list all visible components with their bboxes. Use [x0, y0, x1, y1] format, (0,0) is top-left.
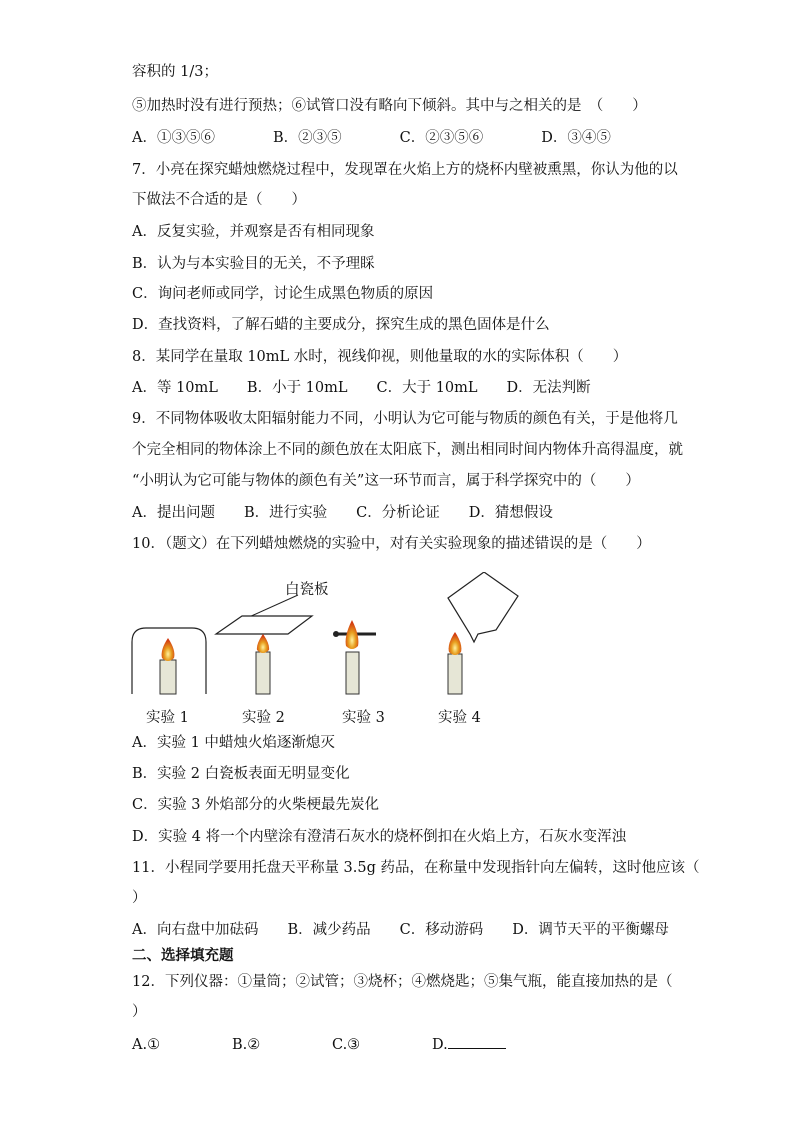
q10-option-b: B．实验 2 白瓷板表面无明显变化 [132, 766, 350, 782]
q7-option-b: B．认为与本实验目的无关，不予理睬 [132, 256, 375, 272]
q11-options: A．向右盘中加砝码 B．减少药品 C．移动游码 D．调节天平的平衡螺母 [132, 922, 669, 938]
q8-stem: 8．某同学在量取 10mL 水时，视线仰视，则他量取的水的实际体积（ ） [132, 349, 628, 365]
q9-stem-cont: 个完全相同的物体涂上不同的颜色放在太阳底下，测出相同时间内物体升高得温度，就 [132, 442, 683, 458]
q7-option-c: C．询问老师或同学，讨论生成黑色物质的原因 [132, 286, 434, 302]
q9-options: A．提出问题 B．进行实验 C．分析论证 D．猜想假设 [132, 505, 553, 521]
q10-stem: 10．（题文）在下列蜡烛燃烧的实验中，对有关实验现象的描述错误的是（ ） [132, 536, 651, 552]
q7-stem-cont: 下做法不合适的是（ ） [132, 192, 306, 208]
experiment-1-apparatus [132, 628, 206, 694]
q10-option-c: C．实验 3 外焰部分的火柴梗最先炭化 [132, 797, 380, 813]
q11-stem: 11．小程同学要用托盘天平称量 3.5g 药品，在称量中发现指针向左偏转，这时他应该（ [132, 860, 700, 876]
flame [162, 638, 175, 661]
q12-stem: 12．下列仪器：①量筒；②试管；③烧杯；④燃烧匙；⑤集气瓶，能直接加热的是（ [132, 974, 673, 990]
flame [449, 632, 462, 655]
plate-label: 白瓷板 [285, 582, 329, 598]
candle [256, 652, 270, 694]
q12-stem-cont: ） [132, 1004, 147, 1020]
q9-stem: 9．不同物体吸收太阳辐射能力不同，小明认为它可能与物质的颜色有关，于是他将几 [132, 411, 678, 427]
q7-option-d: D．查找资料，了解石蜡的主要成分，探究生成的黑色固体是什么 [132, 317, 550, 333]
text-line: 容积的 1/3； [132, 64, 218, 80]
q10-option-a: A．实验 1 中蜡烛火焰逐渐熄灭 [132, 735, 335, 751]
porcelain-plate [216, 616, 312, 634]
q12-option-c: C.③ [332, 1037, 361, 1053]
q7-stem: 7．小亮在探究蜡烛燃烧过程中，发现罩在火焰上方的烧杯内壁被熏黑，你认为他的以 [132, 162, 678, 178]
candle [346, 652, 359, 694]
q11-stem-cont: ） [132, 890, 147, 906]
q8-options: A．等 10mL B．小于 10mL C．大于 10mL D．无法判断 [132, 380, 591, 396]
q12-option-d [432, 1034, 506, 1055]
experiment-4-apparatus [448, 572, 518, 694]
candle [160, 660, 176, 694]
q12-option-b: B.② [232, 1037, 261, 1053]
experiment-3-apparatus [333, 620, 376, 694]
flame [346, 620, 359, 649]
experiment-4-label: 实验 4 [438, 710, 481, 726]
section-heading: 二、选择填充题 [132, 947, 234, 964]
q12-option-d-label: D. [432, 1037, 448, 1053]
q12-options [132, 1034, 694, 1055]
inverted-beaker [448, 572, 518, 642]
experiment-2-label: 实验 2 [242, 710, 285, 726]
candle-experiments-figure [120, 572, 540, 732]
q12-option-a: A.① [132, 1037, 161, 1053]
experiment-3-label: 实验 3 [342, 710, 385, 726]
q9-stem-cont2: “小明认为它可能与物体的颜色有关”这一环节而言，属于科学探究中的（ ） [132, 473, 640, 489]
answer-blank[interactable] [448, 1034, 506, 1049]
q6-options: A．①③⑤⑥ B．②③⑤ C．②③⑤⑥ D．③④⑤ [132, 130, 611, 146]
experiment-2-apparatus [216, 595, 312, 694]
flame [257, 634, 269, 653]
experiment-1-label: 实验 1 [146, 710, 189, 726]
text-line: ⑤加热时没有进行预热；⑥试管口没有略向下倾斜。其中与之相关的是 （ ） [132, 98, 647, 114]
candle [448, 654, 462, 694]
q10-option-d: D．实验 4 将一个内壁涂有澄清石灰水的烧杯倒扣在火焰上方，石灰水变浑浊 [132, 829, 627, 845]
q7-option-a: A．反复实验，并观察是否有相同现象 [132, 224, 375, 240]
